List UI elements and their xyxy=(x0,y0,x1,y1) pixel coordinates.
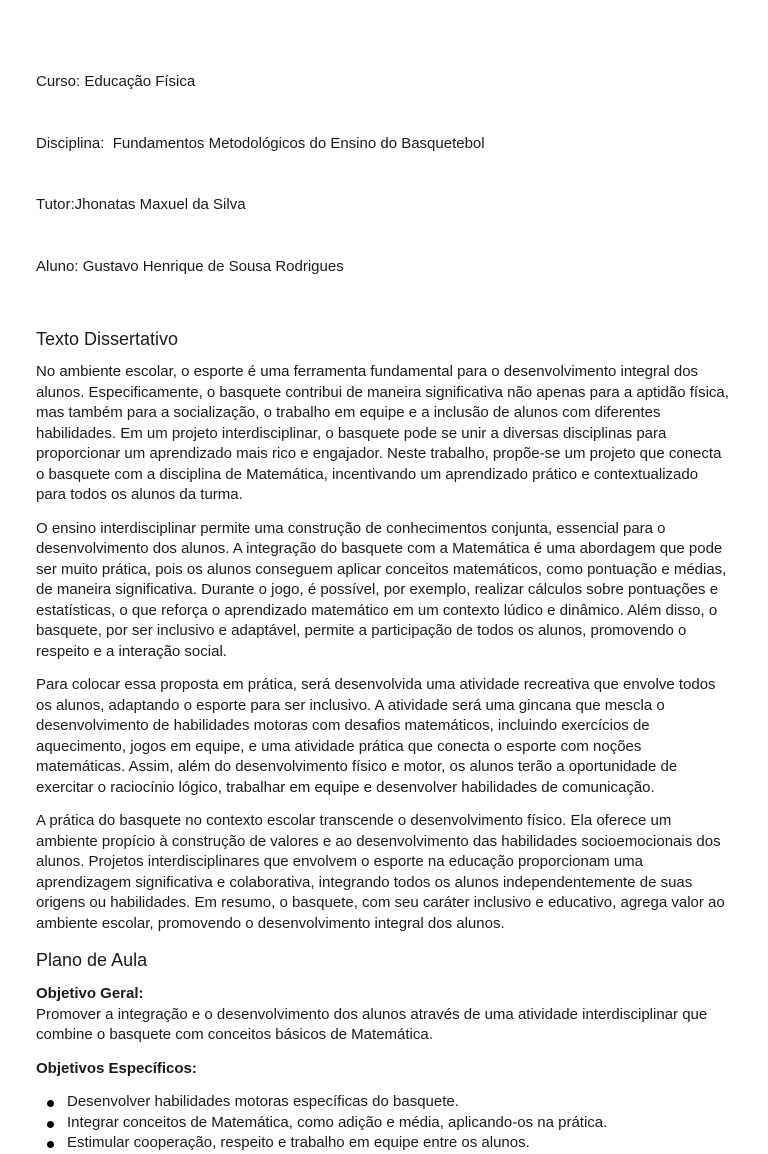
list-item-text: Integrar conceitos de Matemática, como adição e média, aplicando-os na prática. xyxy=(67,1113,608,1131)
specific-objectives-list xyxy=(36,1092,732,1154)
list-item-text: Desenvolver habilidades motoras específicas do basquete. xyxy=(67,1093,459,1110)
bullet-icon xyxy=(47,1141,54,1148)
bullet-icon xyxy=(47,1121,54,1128)
tutor-line: Tutor:Jhonatas Maxuel da Silva xyxy=(36,196,246,213)
lesson-plan-heading: Plano de Aula xyxy=(36,950,148,970)
course-line: Curso: Educação Física xyxy=(36,73,196,90)
list-item-text: Estimular cooperação, respeito e trabalho em equipe entre os alunos. xyxy=(67,1134,530,1151)
essay-paragraph: O ensino interdisciplinar permite uma construção de conhecimentos conjunta, essencial para o desenvolvimento dos alunos. A integração do basquete com a Matemática é uma abordagem que pode ser muito prática, pois os alunos conseguem aplicar conceitos matemáticos, como pontuação e médias, de maneira significativa. Durante o jogo, é possível, por exemplo, realizar cálculos sobre pontuações e estatísticas, o que reforça o aprendizado matemático em um contexto lúdico e dinâmico. Além disso, o basquete, por ser inclusivo e adaptável, permite a participação de todos os alunos, promovendo o respeito e a interação social. xyxy=(36,519,727,660)
general-objective-label: Objetivo Geral: xyxy=(36,985,144,1002)
specific-objectives-label: Objetivos Específicos: xyxy=(36,1059,197,1077)
general-objective-text: Promover a integração e o desenvolvimento dos alunos através de uma atividade interdisciplinar que combine o basquete com conceitos básicos de Matemática. xyxy=(36,1005,708,1043)
student-line: Aluno: Gustavo Henrique de Sousa Rodrigues xyxy=(36,257,344,275)
essay-paragraph: A prática do basquete no contexto escolar transcende o desenvolvimento físico. Ela oferece um ambiente propício à construção de valores e ao desenvolvimento das habilidades socioemocionais dos alunos. Projetos interdisciplinares que envolvem o esporte na educação proporcionam uma aprendizagem significativa e colaborativa, integrando todos os alunos independentemente de suas origens ou habilidades. Em resumo, o basquete, com seu caráter inclusivo e educativo, agrega valor ao ambiente escolar, promovendo o desenvolvimento integral dos alunos. xyxy=(36,812,725,932)
document-header xyxy=(36,31,732,318)
essay-paragraph: No ambiente escolar, o esporte é uma ferramenta fundamental para o desenvolvimento integral dos alunos. Especificamente, o basquete contribui de maneira significativa não apenas para a aptidão física, mas também para a socialização, o trabalho em equipe e a inclusão de alunos com diferentes habilidades. Em um projeto interdisciplinar, o basquete pode se unir a diversas disciplinas para proporcionar um aprendizado mais rico e engajador. Neste trabalho, propõe-se um projeto que conecta o basquete com a disciplina de Matemática, incentivando um aprendizado prático e contextualizado para todos os alunos da turma. xyxy=(36,363,729,503)
essay-heading: Texto Dissertativo xyxy=(36,329,179,349)
discipline-line: Disciplina: Fundamentos Metodológicos do Ensino do Basquetebol xyxy=(36,134,485,152)
list-item xyxy=(36,1092,732,1113)
specific-objectives-section xyxy=(36,1059,732,1154)
bullet-icon xyxy=(47,1100,54,1107)
essay-paragraph: Para colocar essa proposta em prática, será desenvolvida uma atividade recreativa que envolve todos os alunos, adaptando o esporte para ser inclusivo. A atividade será uma gincana que mescla o desenvolvimento de habilidades motoras com desafios matemáticos, incluindo exercícios de aquecimento, jogos em equipe, e uma atividade prática que conecta o esporte com noções matemáticas. Assim, além do desenvolvimento físico e motor, os alunos terão a oportunidade de exercitar o raciocínio lógico, trabalhar em equipe e desenvolver habilidades de comunicação. xyxy=(36,676,716,796)
general-objective-section xyxy=(36,984,732,1046)
list-item xyxy=(36,1133,732,1154)
list-item xyxy=(36,1113,732,1134)
